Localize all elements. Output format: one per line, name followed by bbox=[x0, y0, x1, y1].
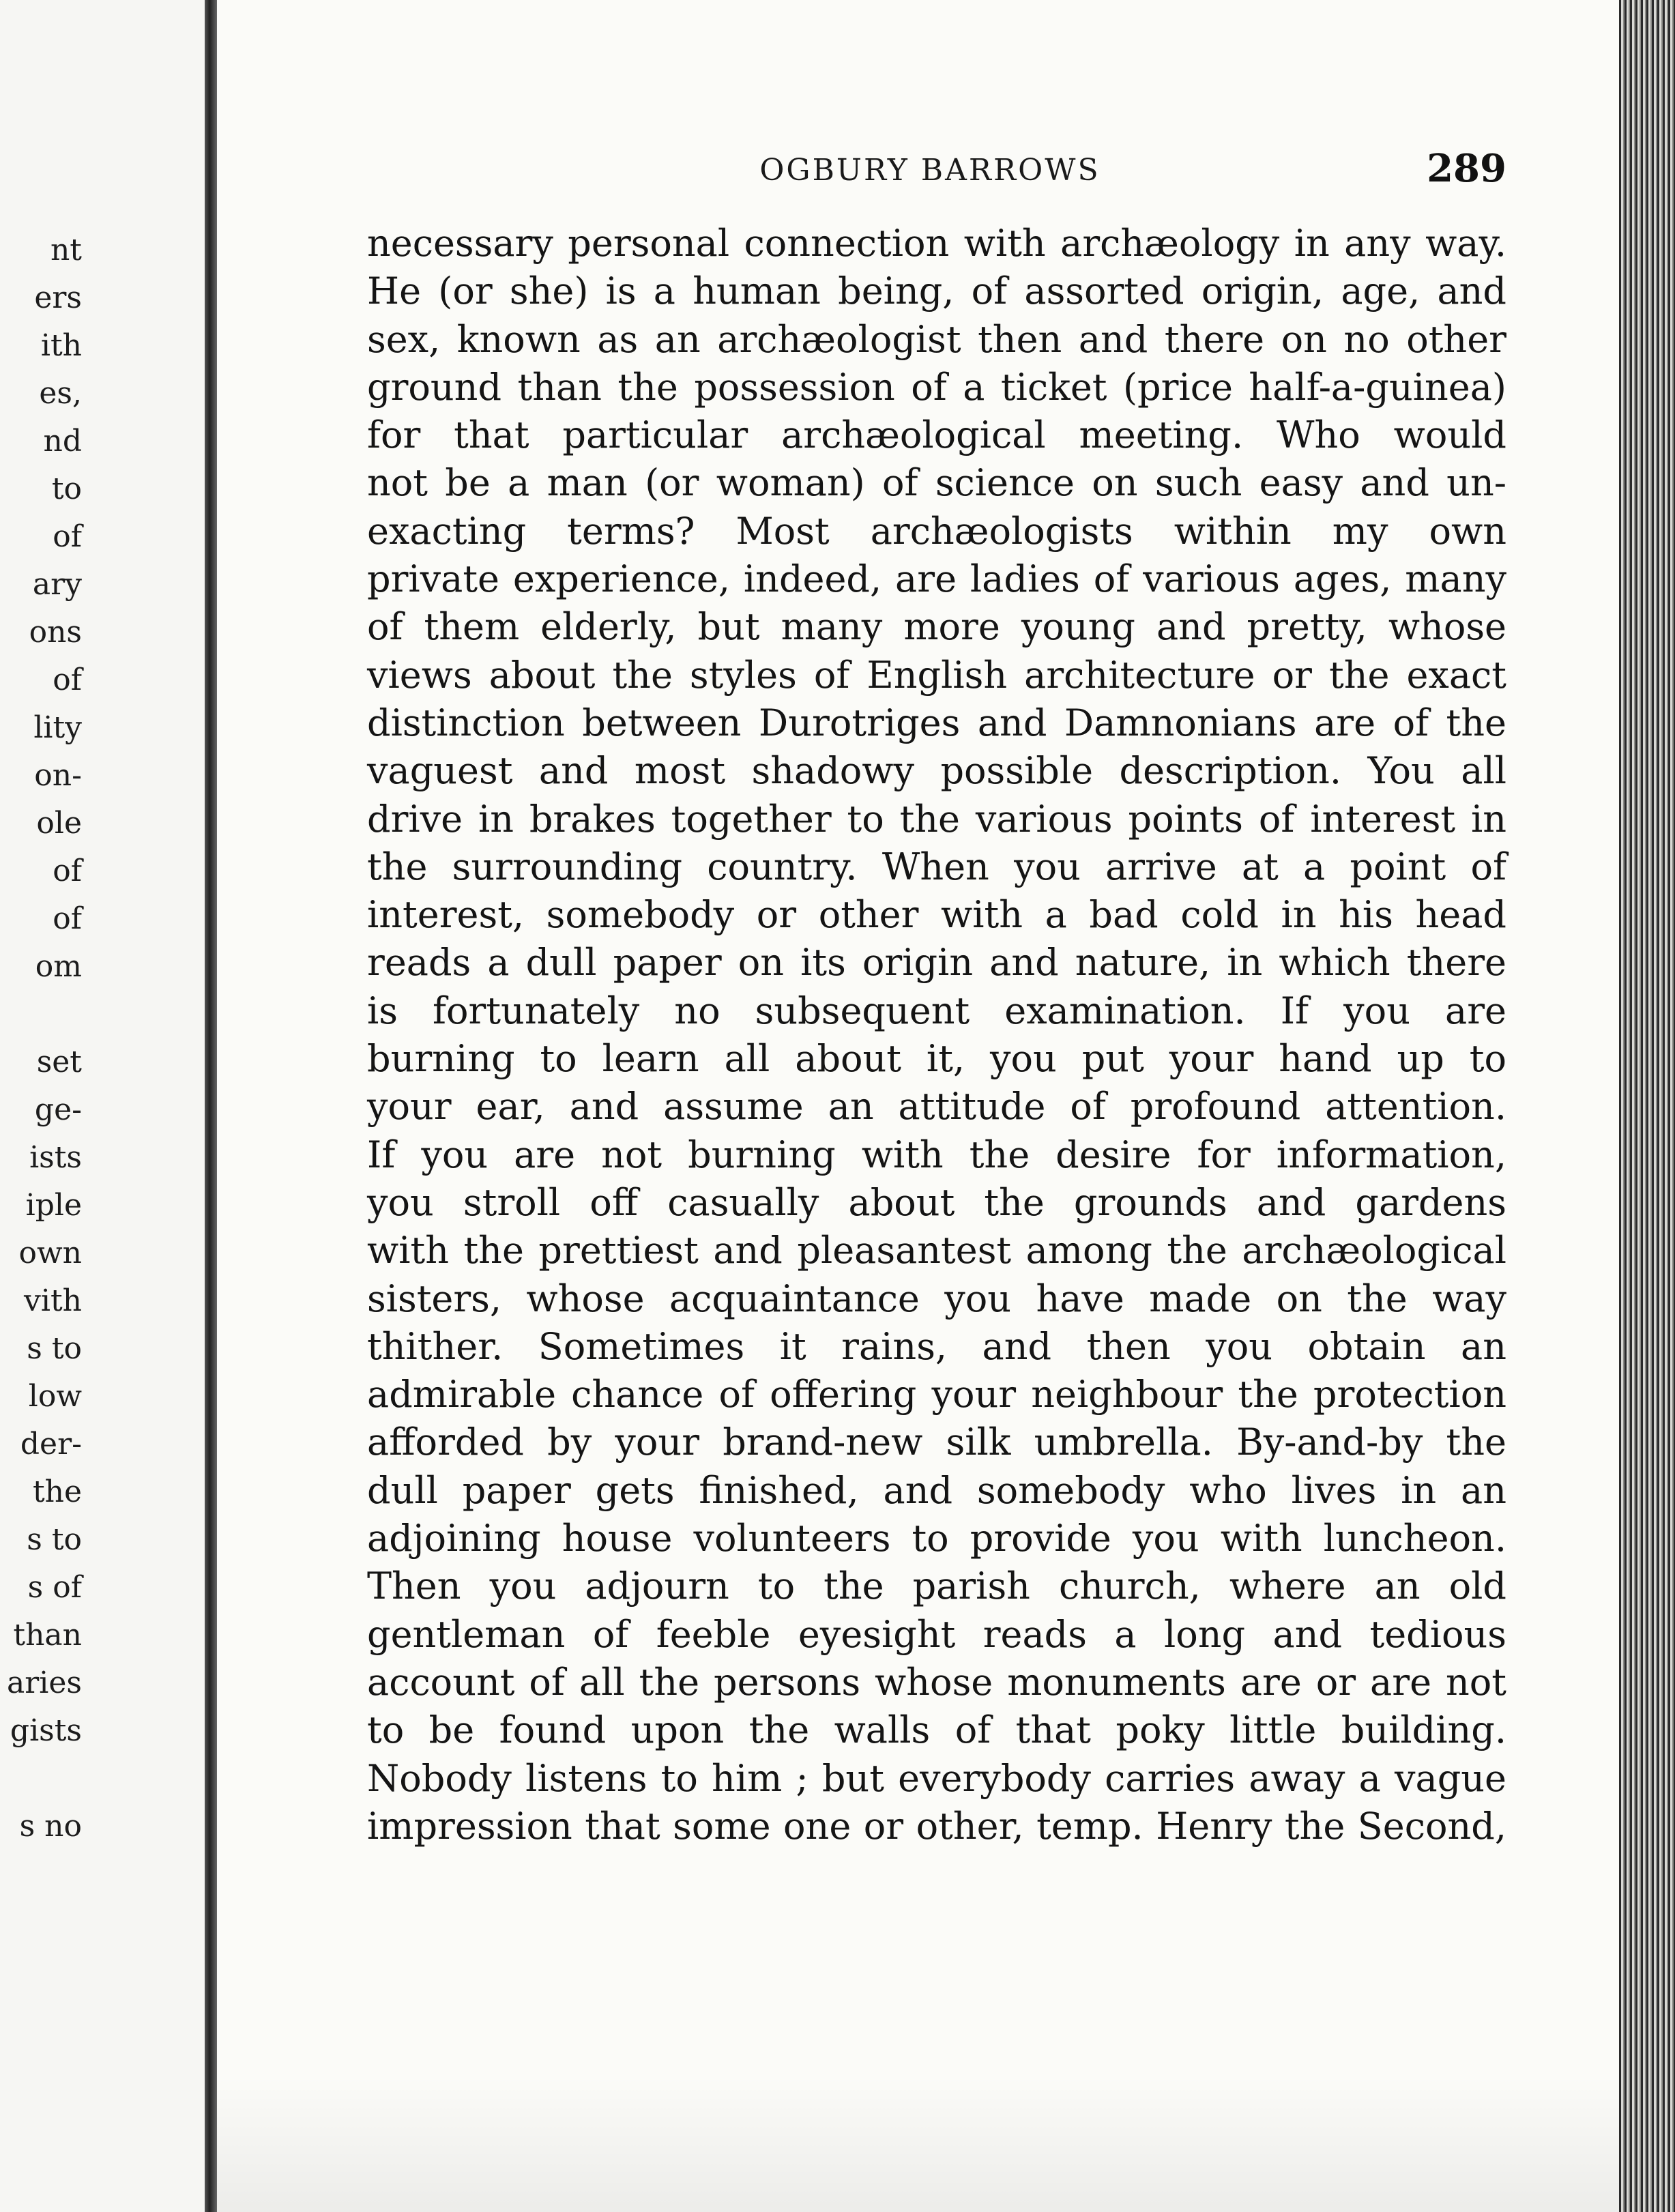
book-page bbox=[217, 0, 1619, 2212]
left-page-text: to bbox=[51, 471, 82, 506]
text-line: you stroll off casually about the grounds and gardens bbox=[367, 1180, 1506, 1224]
text-line: exacting terms? Most archæologists within my own bbox=[367, 509, 1506, 553]
left-page-text: lity bbox=[33, 710, 82, 745]
left-page-text: of bbox=[53, 901, 82, 936]
text-line: If you are not burning with the desire for information, bbox=[367, 1133, 1506, 1176]
text-line: dull paper gets finished, and somebody who lives in an bbox=[367, 1468, 1506, 1512]
left-page-text: om bbox=[35, 949, 82, 984]
left-page-text: ary bbox=[32, 567, 82, 602]
left-page-text: gists bbox=[10, 1713, 82, 1748]
text-line: distinction between Durotriges and Damnonians are of the bbox=[367, 701, 1506, 744]
text-line: He (or she) is a human being, of assorted origin, age, and bbox=[367, 270, 1506, 313]
text-line: adjoining house volunteers to provide you with luncheon. bbox=[367, 1517, 1506, 1560]
text-line: private experience, indeed, are ladies of various ages, many bbox=[367, 557, 1506, 601]
text-line: to be found upon the walls of that poky little building. bbox=[367, 1708, 1506, 1752]
text-line: gentleman of feeble eyesight reads a long and tedious bbox=[367, 1612, 1506, 1656]
left-page-text: than bbox=[13, 1618, 82, 1653]
left-page-text: of bbox=[53, 854, 82, 888]
left-page-text: vith bbox=[24, 1283, 82, 1318]
left-page-text: ge- bbox=[34, 1092, 82, 1127]
left-page-text: ers bbox=[34, 280, 82, 315]
text-line: is fortunately no subsequent examination. If you are bbox=[367, 989, 1506, 1032]
text-line: burning to learn all about it, you put your hand up to bbox=[367, 1037, 1506, 1081]
text-line: afforded by your brand-new silk umbrella. By-and-by the bbox=[367, 1421, 1506, 1464]
left-page-text: ons bbox=[29, 615, 82, 650]
left-page-text: es, bbox=[39, 376, 82, 411]
text-line: thither. Sometimes it rains, and then you obtain an bbox=[367, 1324, 1506, 1368]
text-line: interest, somebody or other with a bad cold in his head bbox=[367, 893, 1506, 937]
text-line: with the prettiest and pleasantest among the archæological bbox=[367, 1229, 1506, 1272]
left-page-text: own bbox=[18, 1236, 82, 1270]
left-page-text: set bbox=[36, 1045, 82, 1079]
text-line: drive in brakes together to the various points of interest in bbox=[367, 797, 1506, 841]
running-title: OGBURY BARROWS bbox=[759, 153, 1101, 188]
left-page-text: ists bbox=[29, 1140, 82, 1175]
text-line: of them elderly, but many more young and pretty, whose bbox=[367, 605, 1506, 649]
text-line: sisters, whose acquaintance you have made on the way bbox=[367, 1277, 1506, 1320]
left-page-text: iple bbox=[25, 1188, 82, 1223]
running-header bbox=[353, 143, 1506, 191]
left-page-text: nd bbox=[43, 424, 82, 459]
left-page-text: on- bbox=[34, 758, 82, 793]
text-line: your ear, and assume an attitude of profound attention. bbox=[367, 1085, 1506, 1129]
text-line: impression that some one or other, temp. Henry the Second, bbox=[367, 1804, 1506, 1848]
text-line: for that particular archæological meeting. Who would bbox=[367, 413, 1506, 457]
left-page-text: ith bbox=[40, 328, 82, 363]
text-line: views about the styles of English architecture or the exact bbox=[367, 653, 1506, 697]
page-edges bbox=[1619, 0, 1675, 2212]
text-line: vaguest and most shadowy possible description. You all bbox=[367, 749, 1506, 793]
left-page-text: s to bbox=[27, 1331, 82, 1366]
left-page-text: ole bbox=[36, 806, 82, 841]
left-page-text: der- bbox=[20, 1427, 82, 1461]
text-line: not be a man (or woman) of science on such easy and un- bbox=[367, 461, 1506, 505]
book-gutter bbox=[205, 0, 217, 2212]
left-page-text: s of bbox=[27, 1570, 82, 1605]
text-line: sex, known as an archæologist then and there on no other bbox=[367, 317, 1506, 361]
left-page-text: s no bbox=[19, 1809, 82, 1844]
text-line: necessary personal connection with archæology in any way. bbox=[367, 222, 1506, 265]
text-line: reads a dull paper on its origin and nature, in which there bbox=[367, 941, 1506, 985]
left-page-text: aries bbox=[7, 1665, 82, 1700]
left-page-text: of bbox=[53, 519, 82, 554]
text-line: Then you adjourn to the parish church, where an old bbox=[367, 1565, 1506, 1608]
text-line: account of all the persons whose monuments are or are not bbox=[367, 1660, 1506, 1704]
left-page-text: of bbox=[53, 663, 82, 697]
left-page-text: low bbox=[28, 1379, 82, 1414]
left-page-fragment bbox=[0, 0, 205, 2212]
text-line: Nobody listens to him ; but everybody carries away a vague bbox=[367, 1756, 1506, 1800]
text-line: admirable chance of offering your neighbour the protection bbox=[367, 1373, 1506, 1416]
page-number: 289 bbox=[1427, 146, 1506, 191]
left-page-text: the bbox=[32, 1474, 82, 1509]
left-page-text: nt bbox=[50, 233, 82, 267]
text-line: the surrounding country. When you arrive at a point of bbox=[367, 845, 1506, 888]
body-text bbox=[367, 220, 1506, 1850]
text-line: ground than the possession of a ticket (price half-a-guinea) bbox=[367, 365, 1506, 409]
left-page-text: s to bbox=[27, 1522, 82, 1557]
